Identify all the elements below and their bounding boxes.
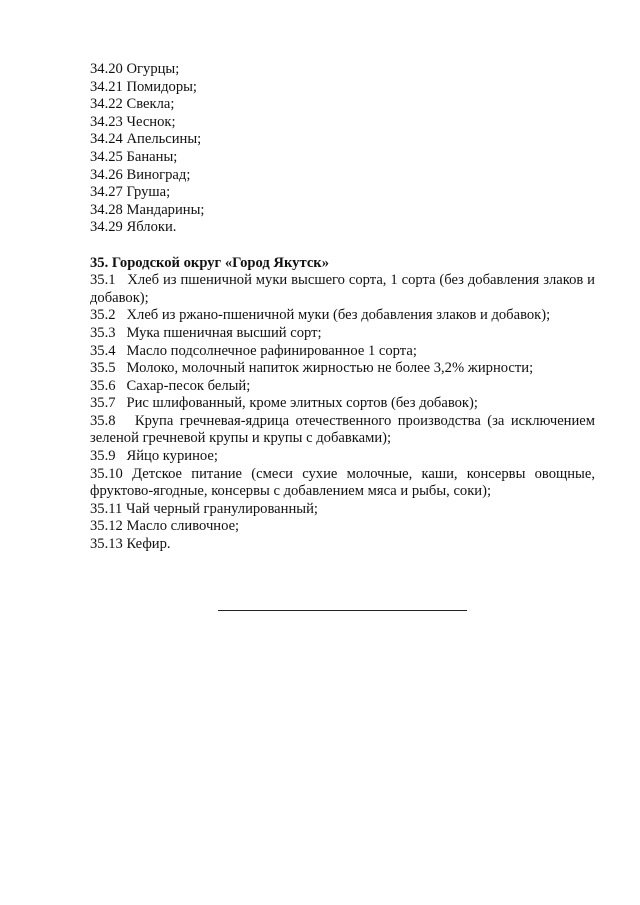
item-number: 35.11 — [90, 500, 123, 517]
item-text: Сахар-песок белый; — [126, 377, 251, 394]
list-item — [90, 202, 595, 220]
list-item — [90, 448, 595, 466]
item-number: 35.1 — [90, 272, 116, 289]
list-item — [90, 360, 595, 378]
item-text: Хлеб из пшеничной муки высшего сорта, 1 сорта (без добавления злаков и добавок); — [90, 272, 595, 306]
list-section-35 — [90, 272, 595, 554]
item-number: 35.12 — [90, 518, 123, 535]
item-text: Огурцы; — [126, 61, 180, 77]
item-number: 34.20 — [90, 61, 123, 77]
list-item — [90, 518, 595, 536]
list-item — [90, 378, 595, 396]
list-item — [90, 61, 595, 79]
list-item — [90, 272, 595, 307]
item-number: 35.4 — [90, 342, 116, 359]
item-number: 35.8 — [90, 412, 116, 429]
item-number: 34.21 — [90, 78, 123, 95]
list-item — [90, 96, 595, 114]
item-number: 34.22 — [90, 96, 123, 113]
item-text: Яйцо куриное; — [126, 448, 218, 465]
list-item — [90, 395, 595, 413]
item-text: Мука пшеничная высший сорт; — [126, 324, 322, 341]
item-text: Хлеб из ржано-пшеничной муки (без добавления злаков и добавок); — [126, 307, 551, 324]
item-number: 35.7 — [90, 395, 116, 412]
list-item — [90, 413, 595, 448]
item-text: Апельсины; — [126, 131, 202, 148]
list-item — [90, 114, 595, 132]
list-item — [90, 131, 595, 149]
list-item — [90, 149, 595, 167]
item-number: 34.24 — [90, 131, 123, 148]
item-number: 35.13 — [90, 536, 123, 553]
list-item — [90, 167, 595, 185]
list-item — [90, 325, 595, 343]
item-number: 34.23 — [90, 113, 123, 130]
separator-line — [218, 610, 467, 611]
item-text: Рис шлифованный, кроме элитных сортов (без добавок); — [126, 395, 478, 412]
item-text: Чеснок; — [126, 113, 176, 130]
item-number: 35.9 — [90, 448, 116, 465]
section-heading: 35. Городской округ «Город Якутск» — [90, 254, 329, 271]
item-number: 35.10 — [90, 465, 123, 482]
item-number: 34.27 — [90, 184, 123, 201]
item-number: 35.2 — [90, 307, 116, 324]
item-number: 34.25 — [90, 148, 123, 165]
item-text: Яблоки. — [126, 219, 177, 236]
item-number: 34.26 — [90, 166, 123, 183]
item-text: Молоко, молочный напиток жирностью не более 3,2% жирности; — [126, 360, 534, 377]
item-number: 35.6 — [90, 377, 116, 394]
item-text: Свекла; — [126, 96, 175, 113]
item-number: 34.29 — [90, 219, 123, 236]
item-text: Детское питание (смеси сухие молочные, каши, консервы овощные, фруктово-ягодные, консервы с добавлением мяса и рыбы, соки); — [90, 465, 595, 500]
item-text: Виноград; — [126, 166, 191, 183]
item-text: Бананы; — [126, 148, 178, 165]
list-section-34 — [90, 61, 595, 237]
item-number: 34.28 — [90, 201, 123, 218]
list-item — [90, 536, 595, 554]
item-text: Кефир. — [126, 536, 171, 553]
item-text: Помидоры; — [126, 78, 197, 95]
list-item — [90, 184, 595, 202]
item-text: Груша; — [126, 184, 171, 201]
item-number: 35.3 — [90, 324, 116, 341]
item-text: Чай черный гранулированный; — [125, 500, 318, 517]
list-item — [90, 501, 595, 519]
list-item — [90, 307, 595, 325]
item-text: Мандарины; — [126, 201, 205, 218]
document-page — [90, 61, 595, 554]
list-item — [90, 466, 595, 501]
item-text: Масло сливочное; — [126, 518, 240, 535]
list-item — [90, 343, 595, 361]
list-item — [90, 79, 595, 97]
item-number: 35.5 — [90, 360, 116, 377]
item-text: Крупа гречневая-ядрица отечественного производства (за исключением зеленой гречневой крупы и крупы с добавками); — [90, 412, 595, 447]
item-text: Масло подсолнечное рафинированное 1 сорта; — [126, 342, 417, 359]
list-item — [90, 219, 595, 237]
